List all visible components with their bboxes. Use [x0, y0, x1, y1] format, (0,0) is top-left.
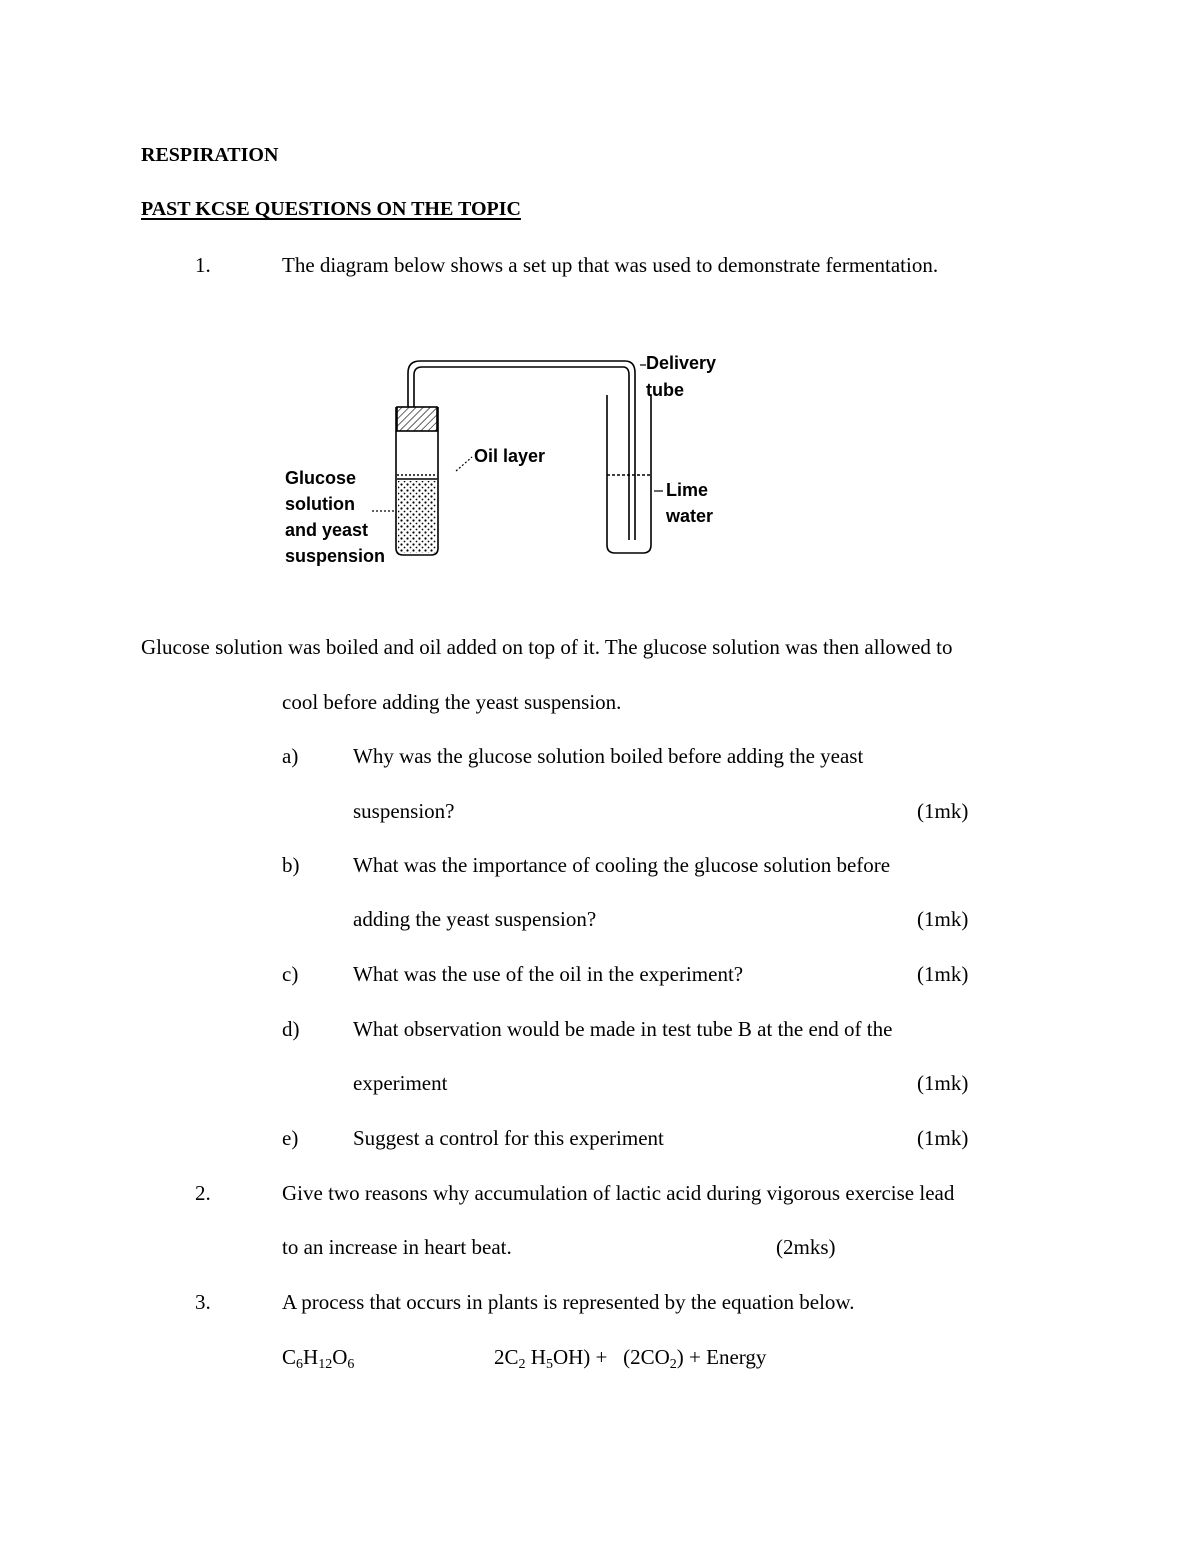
part-b-letter: b) [282, 853, 300, 877]
q1-paragraph-line-1: Glucose solution was boiled and oil added on top of it. The glucose solution was then allowed to [141, 635, 953, 659]
part-d-letter: d) [282, 1017, 300, 1041]
equation-products: $2C_2$ $H_5OH$) + $(2CO_2)$ + Energy [494, 1345, 767, 1372]
cork-stopper [397, 407, 437, 431]
question-2-line-1: Give two reasons why accumulation of lactic acid during vigorous exercise lead [282, 1181, 955, 1205]
question-1-number: 1. [195, 253, 211, 277]
part-e-line-1: Suggest a control for this experiment [353, 1126, 664, 1150]
question-3-number: 3. [195, 1290, 211, 1314]
part-a-line-2: suspension? [353, 799, 455, 823]
part-b-line-1: What was the importance of cooling the glucose solution before [353, 853, 891, 877]
part-a-marks: (1mk) [917, 799, 969, 823]
part-c-marks: (1mk) [917, 962, 969, 986]
part-e-marks: (1mk) [917, 1126, 969, 1150]
label-delivery-tube-1: Delivery [646, 353, 717, 373]
label-lime-water-2: water [666, 506, 714, 526]
question-1-text: The diagram below shows a set up that was used to demonstrate fermentation. [282, 253, 939, 277]
part-d-line-1: What observation would be made in test tube B at the end of the [353, 1017, 893, 1041]
section-heading: PAST KCSE QUESTIONS ON THE TOPIC [141, 198, 521, 220]
part-c-line-1: What was the use of the oil in the experiment? [353, 962, 744, 986]
question-3-text: A process that occurs in plants is represented by the equation below. [282, 1290, 855, 1314]
q1-paragraph-line-2: cool before adding the yeast suspension. [282, 690, 622, 714]
label-glucose-1: Glucose [285, 468, 357, 488]
label-delivery-tube-2: tube [646, 380, 684, 400]
part-e-letter: e) [282, 1126, 299, 1150]
label-lime-water-1: Lime [666, 480, 709, 500]
part-c-letter: c) [282, 962, 299, 986]
part-d-line-2: experiment [353, 1071, 448, 1095]
part-b-marks: (1mk) [917, 907, 969, 931]
question-2-marks: (2mks) [776, 1235, 836, 1259]
label-glucose-3: and yeast [285, 520, 369, 540]
label-oil-layer: Oil layer [474, 446, 546, 466]
label-glucose-2: solution [285, 494, 355, 514]
label-glucose-4: suspension [285, 546, 386, 566]
part-a-letter: a) [282, 744, 299, 768]
part-a-line-1: Why was the glucose solution boiled before adding the yeast [353, 744, 864, 768]
question-2-number: 2. [195, 1181, 211, 1205]
question-2-line-2: to an increase in heart beat. [282, 1235, 512, 1259]
yeast-suspension [398, 481, 436, 553]
equation-reactant: $C_6H_{12}O_6$ [282, 1345, 355, 1372]
part-b-line-2: adding the yeast suspension? [353, 907, 597, 931]
part-d-marks: (1mk) [917, 1071, 969, 1095]
page-title: RESPIRATION [141, 144, 279, 166]
